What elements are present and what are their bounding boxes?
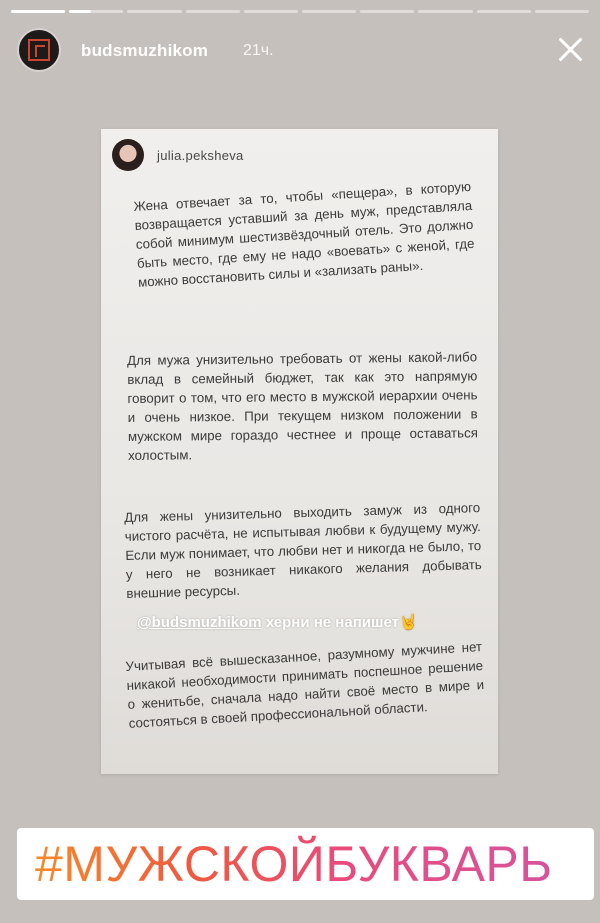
progress-segment [302, 10, 356, 13]
reposted-story-card[interactable] [101, 129, 498, 774]
progress-segment-current [69, 10, 123, 13]
rock-hand-icon: 🤘 [398, 614, 418, 631]
progress-segment [535, 10, 589, 13]
reposted-author-avatar[interactable] [112, 139, 144, 171]
author-avatar[interactable] [17, 28, 61, 72]
paragraph: Для жены унизительно выходить замуж из одного чистого расчёта, не испытывая любви к будущему мужу. Если муж понимает, что любви нет и никогда не было, то у него не возникает никакого желания добывать внешние ресурсы. [124, 500, 482, 601]
progress-segment [186, 10, 240, 13]
hashtag-sticker[interactable] [17, 828, 594, 900]
progress-segment [418, 10, 472, 13]
story-timestamp: 21ч. [243, 42, 274, 59]
hashtag-text: #МУЖСКОЙБУКВАРЬ [35, 832, 553, 896]
mention-link[interactable]: @budsmuzhikom [137, 614, 262, 631]
paragraph: Учитывая всё вышесказанное, разумному мужчине нет никакой необходимости принимать поспешное решение о женитьбе, сначала надо найти своё место в мире и состояться в своей профессиональной области. [125, 639, 485, 731]
story-progress-bar [11, 10, 589, 13]
mention-sticker [137, 613, 467, 631]
progress-segment [127, 10, 181, 13]
author-username[interactable]: budsmuzhikom [81, 41, 209, 60]
progress-segment [360, 10, 414, 13]
progress-segment [244, 10, 298, 13]
paragraph: Жена отвечает за то, чтобы «пещера», в которую возвращается уставший за день муж, представляла собой минимум шестизвёздочный отель. Это должно быть место, где ему не надо «воевать» с женой, где можно восстановить силы и «зализать раны». [133, 178, 475, 290]
progress-segment [477, 10, 531, 13]
progress-segment [11, 10, 65, 13]
logo-icon [28, 39, 50, 61]
mention-text: херни не напишет [265, 614, 399, 631]
close-icon[interactable] [557, 36, 584, 63]
paragraph: Для мужа унизительно требовать от жены какой-либо вклад в семейный бюджет, так как это напрямую говорит о том, что его место в мужской иерархии очень и очень низкое. При текущем низком положении в мужском мире гораздо честнее и проще оставаться холостым. [127, 349, 478, 463]
reposted-author-username[interactable]: julia.peksheva [157, 148, 244, 163]
